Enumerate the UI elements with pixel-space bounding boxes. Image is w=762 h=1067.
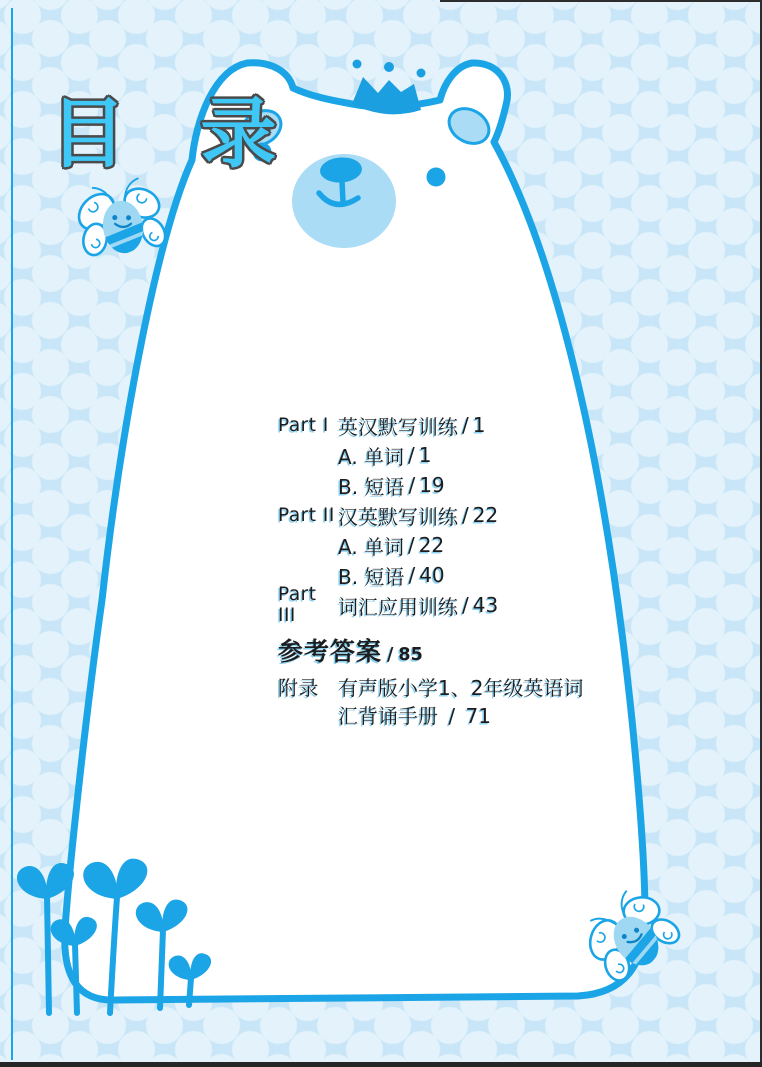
toc-separator: /	[448, 704, 456, 728]
toc-entry-title: B. 短语	[338, 564, 405, 589]
toc-row-part1-a	[278, 440, 608, 470]
page-edge-top	[440, 0, 762, 2]
toc-row-part2	[278, 500, 608, 530]
answers-row	[278, 632, 423, 668]
appendix-label: 附录	[278, 676, 319, 700]
toc-separator: /	[408, 563, 416, 587]
bear-eye-right	[427, 168, 446, 187]
toc-entry-title: A. 单词	[338, 444, 405, 469]
bee-top-left-icon	[68, 175, 172, 266]
toc-row-part1-b	[278, 470, 608, 500]
toc-separator: /	[408, 473, 416, 497]
toc-entry-title: A. 单词	[338, 534, 405, 559]
appendix-page-number: 71	[465, 704, 491, 728]
bear-crown	[352, 60, 426, 115]
toc-separator: /	[462, 413, 469, 437]
toc-entry-title: 英汉默写训练	[338, 414, 458, 439]
toc-row-part3	[278, 584, 608, 626]
toc-page-number: 19	[419, 473, 445, 497]
toc-entry-title: 词汇应用训练	[338, 594, 458, 619]
appendix-row	[278, 674, 598, 730]
toc-page-number: 1	[418, 443, 432, 467]
toc-page-number: 43	[472, 593, 499, 617]
toc-entry-title: B. 短语	[338, 474, 405, 499]
toc-entry-title: 汉英默写训练	[338, 504, 458, 529]
toc-part-label: Part II	[278, 504, 335, 526]
toc-row-part2-a	[278, 530, 608, 560]
toc-page-number: 22	[418, 533, 445, 557]
toc-page-number: 1	[472, 413, 486, 437]
toc-separator: /	[462, 503, 469, 527]
toc-separator: /	[408, 533, 415, 557]
toc-separator: /	[408, 443, 415, 467]
toc-page-number: 40	[419, 563, 445, 587]
toc-list	[278, 410, 608, 626]
appendix-line2: 汇背诵手册	[338, 704, 438, 728]
toc-part-label: Part III	[278, 584, 317, 626]
toc-separator: /	[462, 593, 469, 617]
page-edge-bottom	[0, 1062, 762, 1067]
page-title: 目 录	[50, 89, 301, 178]
toc-page-number: 22	[472, 503, 499, 527]
toc-row-part1	[278, 410, 608, 440]
appendix-text	[338, 674, 598, 730]
toc-separator: /	[387, 645, 394, 665]
appendix-line1: 有声版小学1、2年级英语词	[338, 676, 584, 700]
answers-title: 参考答案	[278, 637, 383, 666]
toc-part-label: Part I	[278, 414, 329, 436]
answers-page-number: 85	[398, 645, 423, 665]
